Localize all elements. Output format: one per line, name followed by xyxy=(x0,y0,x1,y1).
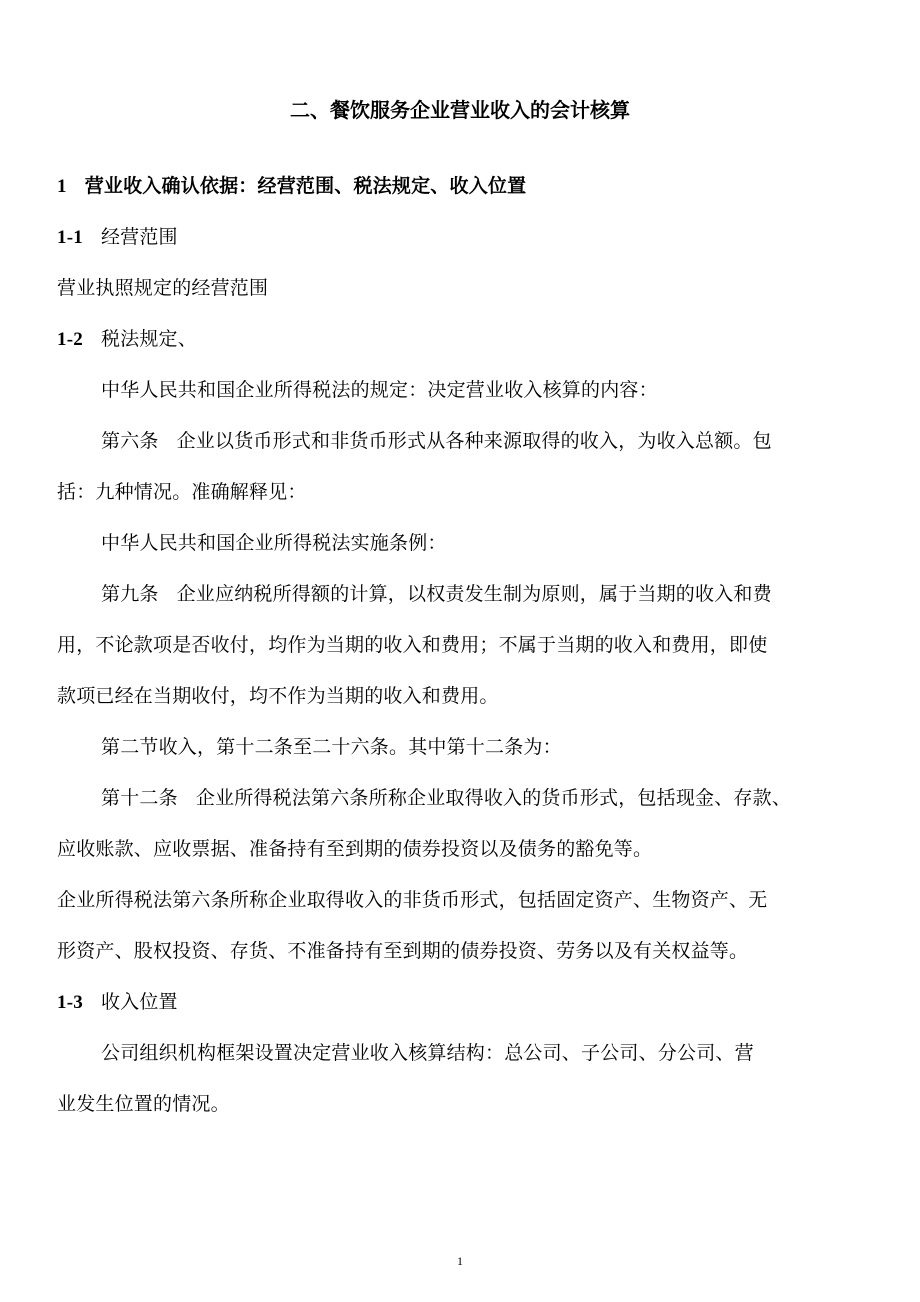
article-12-line-2: 应收账款、应收票据、准备持有至到期的债券投资以及债务的豁免等。 xyxy=(57,838,653,860)
paragraph-tax-law: 中华人民共和国企业所得税法的规定：决定营业收入核算的内容： xyxy=(101,379,658,401)
section-1-3-number: 1-3 xyxy=(57,992,83,1013)
article-12-text: 企业所得税法第六条所称企业取得收入的货币形式，包括现金、存款、 xyxy=(195,787,792,809)
section-1-title: 营业收入确认依据：经营范围、税法规定、收入位置 xyxy=(84,175,527,197)
section-1-3-line-2: 业发生位置的情况。 xyxy=(57,1093,230,1115)
article-6-text: 企业以货币形式和非货币形式从各种来源取得的收入，为收入总额。包 xyxy=(176,430,772,452)
section-1-3-title: 收入位置 xyxy=(100,991,178,1013)
article-6-line-2: 括：九种情况。准确解释见： xyxy=(57,481,307,503)
article-12-label: 第十二条 xyxy=(101,787,178,809)
article-9-line-3: 款项已经在当期收付，均不作为当期的收入和费用。 xyxy=(57,685,499,707)
section-1-1-heading xyxy=(57,224,178,251)
article-9-line-1 xyxy=(101,581,772,607)
article-6-line-1 xyxy=(101,428,772,454)
article-6-label: 第六条 xyxy=(101,430,159,452)
section-1-1-number: 1-1 xyxy=(57,227,83,248)
article-9-label: 第九条 xyxy=(101,583,159,605)
page-title: 二、餐饮服务企业营业收入的会计核算 xyxy=(290,98,630,122)
non-monetary-line-2: 形资产、股权投资、存货、不准备持有至到期的债券投资、劳务以及有关权益等。 xyxy=(57,940,749,962)
section-1-heading xyxy=(57,173,526,200)
section-1-3-heading xyxy=(57,989,178,1016)
section-1-1-body: 营业执照规定的经营范围 xyxy=(57,277,269,299)
article-9-text: 企业应纳税所得额的计算，以权责发生制为原则，属于当期的收入和费 xyxy=(176,583,772,605)
article-12-line-1 xyxy=(101,785,791,811)
section-1-1-title: 经营范围 xyxy=(100,226,178,248)
section-1-2-title: 税法规定、 xyxy=(100,328,197,350)
section-1-2-heading xyxy=(57,326,197,353)
article-9-line-2: 用，不论款项是否收付，均作为当期的收入和费用；不属于当期的收入和费用，即使 xyxy=(57,634,768,656)
section-1-number: 1 xyxy=(57,176,67,197)
non-monetary-line-1: 企业所得税法第六条所称企业取得收入的非货币形式，包括固定资产、生物资产、无 xyxy=(57,889,768,911)
section-1-3-line-1: 公司组织机构框架设置决定营业收入核算结构：总公司、子公司、分公司、营 xyxy=(101,1042,754,1064)
paragraph-implementation-rules: 中华人民共和国企业所得税法实施条例： xyxy=(101,532,447,554)
section-1-2-number: 1-2 xyxy=(57,329,83,350)
page-number: 1 xyxy=(457,1254,463,1268)
paragraph-section-2: 第二节收入，第十二条至二十六条。其中第十二条为： xyxy=(101,736,562,758)
